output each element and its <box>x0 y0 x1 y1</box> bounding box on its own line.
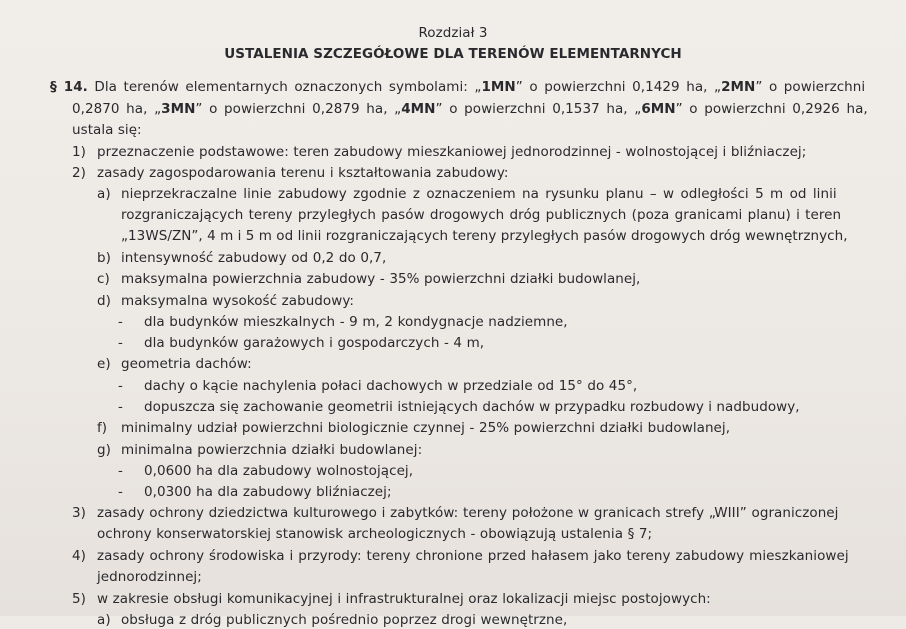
symbol-3mn: 3MN <box>161 101 196 117</box>
list-item-marker: a) <box>97 612 111 628</box>
list-item-marker: c) <box>97 271 110 287</box>
list-item-text: intensywność zabudowy od 0,2 do 0,7, <box>121 250 387 266</box>
paragraph-intro-line-1: § 14. Dla terenów elementarnych oznaczonych symbolami: „1MN” o powierzchni 0,1429 ha, „2MN” o powierzchni <box>50 79 866 95</box>
list-item-text: 0,0300 ha dla zabudowy bliźniaczej; <box>144 484 392 500</box>
list-item-text: dla budynków mieszkalnych - 9 m, 2 kondygnacje nadziemne, <box>144 314 568 330</box>
list-item-text: „13WS/ZN”, 4 m i 5 m od linii rozgraniczających tereny przyległych pasów drogowych dróg wewnętrznych, <box>121 228 848 244</box>
list-item-marker: 3) <box>72 505 86 521</box>
list-item-text: 0,0600 ha dla zabudowy wolnostojącej, <box>144 463 414 479</box>
list-item-marker: 5) <box>72 591 86 607</box>
list-item-marker: - <box>118 314 123 330</box>
paragraph-intro-line-2: 0,2870 ha, „3MN” o powierzchni 0,2879 ha, „4MN” o powierzchni 0,1537 ha, „6MN” o powierzchni 0,2926 ha, <box>72 101 868 117</box>
paragraph-intro-line-3: ustala się: <box>72 122 142 138</box>
list-item-marker: b) <box>97 250 111 266</box>
list-item-text: minimalny udział powierzchni biologicznie czynnej - 25% powierzchni działki budowlanej, <box>121 420 731 436</box>
list-item-marker: g) <box>97 442 111 458</box>
list-item-text: zasady zagospodarowania terenu i kształtowania zabudowy: <box>97 165 509 181</box>
list-item-text: minimalna powierzchnia działki budowlanej: <box>121 442 423 458</box>
symbol-2mn: 2MN <box>721 79 756 95</box>
list-item-text: dachy o kącie nachylenia połaci dachowych w przedziale od 15° do 45°, <box>144 378 638 394</box>
list-item-text: rozgraniczających tereny przyległych pasów drogowych dróg publicznych (poza granicami planu) i teren <box>121 207 842 223</box>
list-item-marker: - <box>118 378 123 394</box>
list-item-text: obsługa z dróg publicznych pośrednio poprzez drogi wewnętrzne, <box>121 612 568 628</box>
list-item-text: maksymalna wysokość zabudowy: <box>121 293 354 309</box>
list-item-marker: - <box>118 484 123 500</box>
list-item-text: zasady ochrony środowiska i przyrody: tereny chronione przed hałasem jako tereny zabudowy mieszkaniowej <box>97 548 849 564</box>
list-item-marker: a) <box>97 186 111 202</box>
list-item-marker: e) <box>97 356 111 372</box>
list-item-marker: 1) <box>72 144 86 160</box>
chapter-title: Rozdział 3 <box>418 25 488 41</box>
list-item-text: dopuszcza się zachowanie geometrii istniejących dachów w przypadku rozbudowy i nadbudowy, <box>144 399 800 415</box>
symbol-1mn: 1MN <box>481 79 516 95</box>
list-item-text: maksymalna powierzchnia zabudowy - 35% powierzchni działki budowlanej, <box>121 271 641 287</box>
list-item-text: w zakresie obsługi komunikacyjnej i infrastrukturalnej oraz lokalizacji miejsc postojowych: <box>97 591 711 607</box>
list-item-text: ochrony konserwatorskiej stanowisk archeologicznych - obowiązują ustalenia § 7; <box>97 526 653 542</box>
list-item-text: jednorodzinnej; <box>97 569 202 585</box>
list-item-marker: 4) <box>72 548 86 564</box>
symbol-4mn: 4MN <box>401 101 436 117</box>
list-item-text: przeznaczenie podstawowe: teren zabudowy mieszkaniowej jednorodzinnej - wolnostojącej i bliźniaczej; <box>97 144 807 160</box>
list-item-text: geometria dachów: <box>121 356 252 372</box>
list-item-text: dla budynków garażowych i gospodarczych - 4 m, <box>144 335 485 351</box>
list-item-marker: 2) <box>72 165 86 181</box>
list-item-marker: - <box>118 335 123 351</box>
list-item-marker: d) <box>97 293 111 309</box>
list-item-marker: - <box>118 399 123 415</box>
section-heading: USTALENIA SZCZEGÓŁOWE DLA TERENÓW ELEMENTARNYCH <box>224 46 682 62</box>
list-item-text: nieprzekraczalne linie zabudowy zgodnie z oznaczeniem na rysunku planu – w odległości 5 m od linii <box>121 186 837 202</box>
symbol-6mn: 6MN <box>641 101 676 117</box>
list-item-text: zasady ochrony dziedzictwa kulturowego i zabytków: tereny położone w granicach strefy „WIII” ograniczonej <box>97 505 839 521</box>
list-item-marker: f) <box>97 420 108 436</box>
section-mark: § 14. <box>50 79 88 95</box>
list-item-marker: - <box>118 463 123 479</box>
